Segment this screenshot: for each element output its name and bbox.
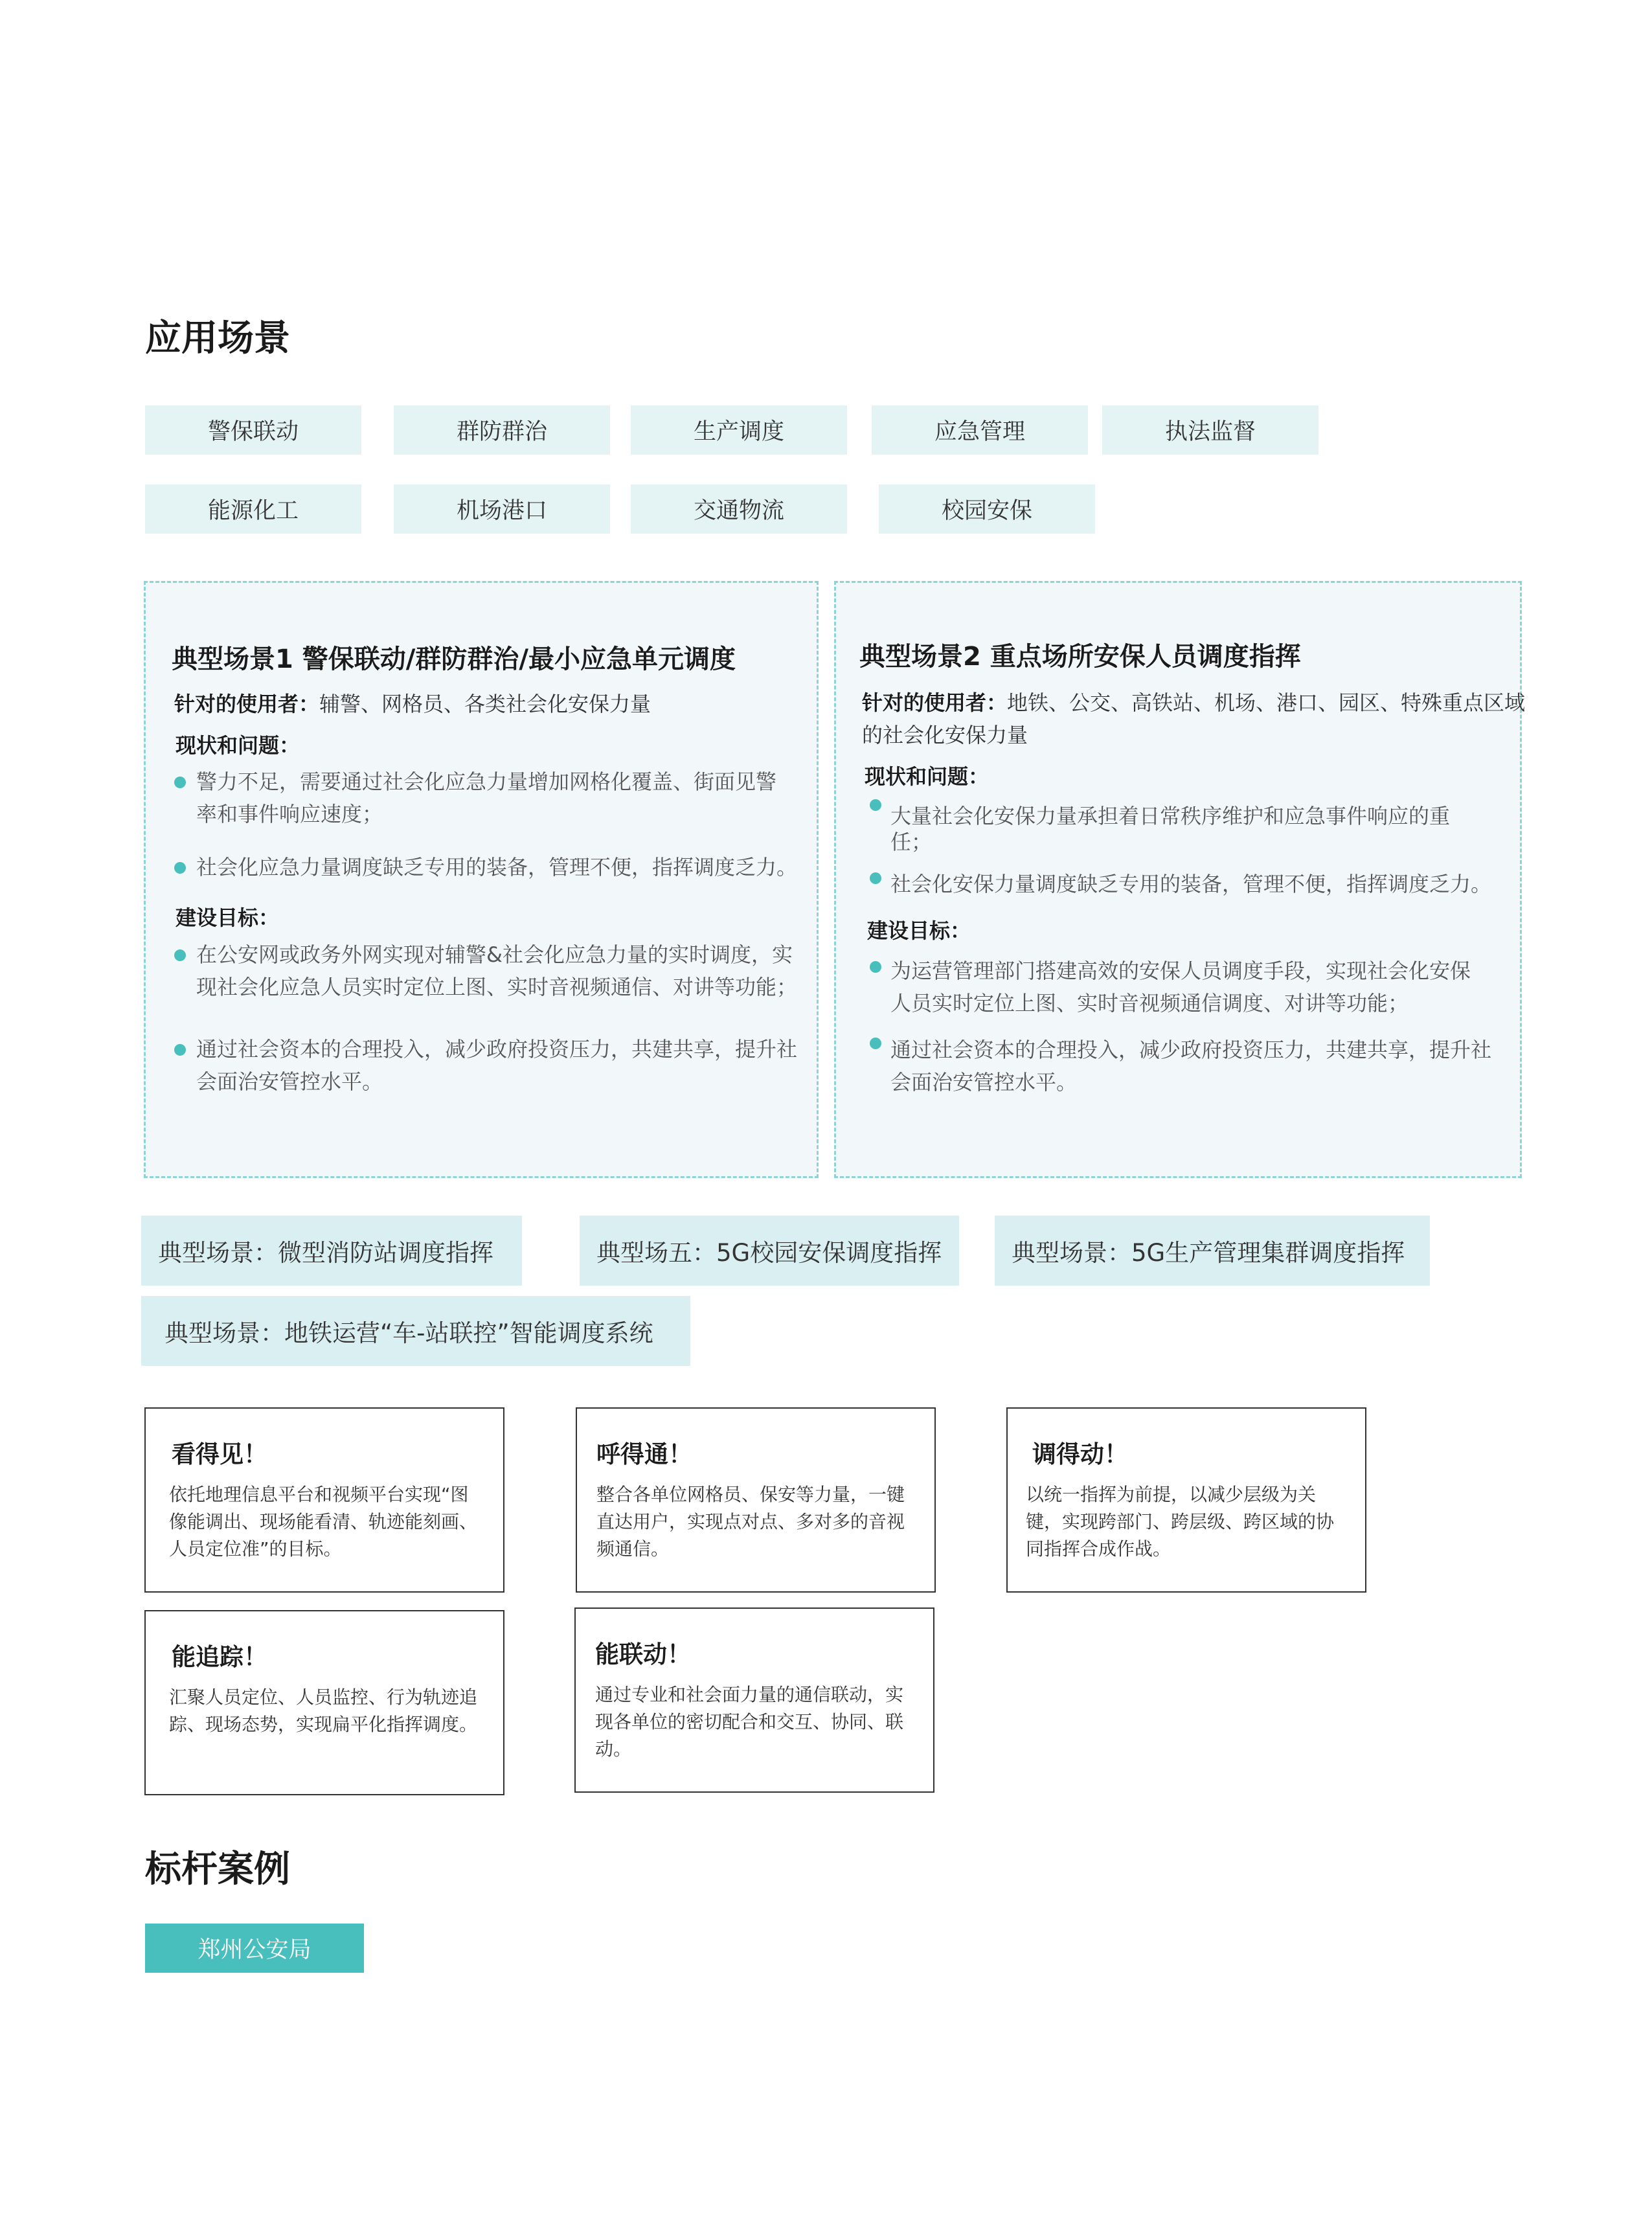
bullet-icon	[174, 1044, 186, 1056]
tag-mass-prevention: 群防群治	[394, 405, 610, 455]
section-title-cases: 标杆案例	[145, 1848, 290, 1891]
bullet-icon	[870, 961, 881, 973]
scene-2-problem-1: 大量社会化安保力量承担着日常秩序维护和应急事件响应的重 任；	[890, 804, 1451, 854]
scene-2-goals-label: 建设目标：	[867, 918, 971, 943]
scene-1-goal-2: 通过社会资本的合理投入，减少政府投资压力，共建共享，提升社 会面治安管控水平。	[196, 1037, 798, 1094]
scene-2-goal-1: 为运营管理部门搭建高效的安保人员调度手段，实现社会化安保 人员实时定位上图、实时音视频通信调度、对讲等功能；	[890, 959, 1471, 1016]
scene-2-users-text: 地铁、公交、高铁站、机场、港口、园区、特殊重点区域	[1007, 690, 1526, 715]
card-text: 整合各单位网格员、保安等力量，一键直达用户，实现点对点、多对多的音视频通信。	[596, 1484, 905, 1560]
scene-1-problem-2: 社会化应急力量调度缺乏专用的装备，管理不便，指挥调度乏力。	[196, 855, 798, 880]
scene-1-title: 典型场景1 警保联动/群防群治/最小应急单元调度	[172, 644, 736, 674]
card-text: 以统一指挥为前提，以减少层级为关键，实现跨部门、跨层级、跨区域的协同指挥合成作战。	[1026, 1484, 1335, 1560]
feature-card-trackable	[144, 1610, 504, 1795]
scene-tag-5g-campus: 典型场五：5G校园安保调度指挥	[580, 1216, 959, 1286]
bullet-icon	[870, 799, 881, 811]
scene-1-panel	[144, 581, 819, 1178]
scene-2-users	[862, 687, 1525, 716]
tag-energy-chemical: 能源化工	[145, 484, 361, 534]
scene-1-problems-label: 现状和问题：	[175, 733, 300, 758]
card-title: 调得动！	[1032, 1440, 1128, 1468]
feature-card-linkable	[574, 1607, 934, 1793]
feature-card-dispatchable	[1006, 1407, 1366, 1593]
bullet-icon	[174, 862, 186, 874]
bullet-icon	[174, 777, 186, 788]
feature-card-reachable	[576, 1407, 936, 1593]
tag-campus-security: 校园安保	[879, 484, 1095, 534]
tag-emergency-management: 应急管理	[872, 405, 1088, 455]
card-text: 汇聚人员定位、人员监控、行为轨迹追踪、现场态势，实现扁平化指挥调度。	[169, 1687, 478, 1735]
card-title: 呼得通！	[596, 1440, 692, 1468]
scene-tag-5g-production: 典型场景：5G生产管理集群调度指挥	[995, 1216, 1430, 1286]
card-title: 看得见！	[172, 1440, 267, 1468]
scene-tag-fire-station: 典型场景：微型消防站调度指挥	[141, 1216, 522, 1286]
scene-2-users-line-2: 的社会化安保力量	[862, 723, 1028, 747]
card-text: 通过专业和社会面力量的通信联动，实现各单位的密切配合和交互、协同、联动。	[595, 1684, 904, 1760]
scene-2-users-label: 针对的使用者：	[862, 690, 1008, 715]
scene-tag-metro: 典型场景：地铁运营“车-站联控”智能调度系统	[141, 1296, 690, 1366]
tag-production-dispatch: 生产调度	[631, 405, 847, 455]
tag-police-security: 警保联动	[145, 405, 361, 455]
feature-card-visible	[144, 1407, 504, 1593]
scene-1-problem-1: 警力不足，需要通过社会化应急力量增加网格化覆盖、街面见警 率和事件响应速度；	[196, 769, 777, 826]
scene-1-goals-label: 建设目标：	[175, 905, 280, 930]
scene-1-goal-1: 在公安网或政务外网实现对辅警&社会化应急力量的实时调度，实 现社会化应急人员实时定位上图、实时音视频通信、对讲等功能；	[196, 942, 798, 999]
scene-2-panel	[834, 581, 1526, 1178]
tag-law-enforcement: 执法监督	[1102, 405, 1318, 455]
card-title: 能追踪！	[172, 1643, 267, 1671]
tag-airport-port: 机场港口	[394, 484, 610, 534]
scene-1-users-label: 针对的使用者：	[174, 692, 320, 716]
tag-traffic-logistics: 交通物流	[631, 484, 847, 534]
scene-1-users-text: 辅警、网格员、各类社会化安保力量	[319, 692, 651, 716]
scene-2-goal-2: 通过社会资本的合理投入，减少政府投资压力，共建共享，提升社 会面治安管控水平。	[890, 1038, 1492, 1095]
card-title: 能联动！	[595, 1641, 691, 1668]
scene-1-users	[174, 688, 651, 718]
bullet-icon	[870, 872, 881, 884]
bullet-icon	[174, 949, 186, 961]
bullet-icon	[870, 1038, 881, 1049]
case-tag-zhengzhou: 郑州公安局	[145, 1924, 364, 1973]
scene-2-problem-2: 社会化安保力量调度缺乏专用的装备，管理不便，指挥调度乏力。	[890, 872, 1492, 896]
scene-2-problems-label: 现状和问题：	[865, 764, 990, 789]
section-title-application: 应用场景	[145, 317, 290, 359]
card-text: 依托地理信息平台和视频平台实现“图像能调出、现场能看清、轨迹能刻画、人员定位准”的目标。	[169, 1484, 478, 1560]
scene-2-title: 典型场景2 重点场所安保人员调度指挥	[859, 642, 1301, 672]
